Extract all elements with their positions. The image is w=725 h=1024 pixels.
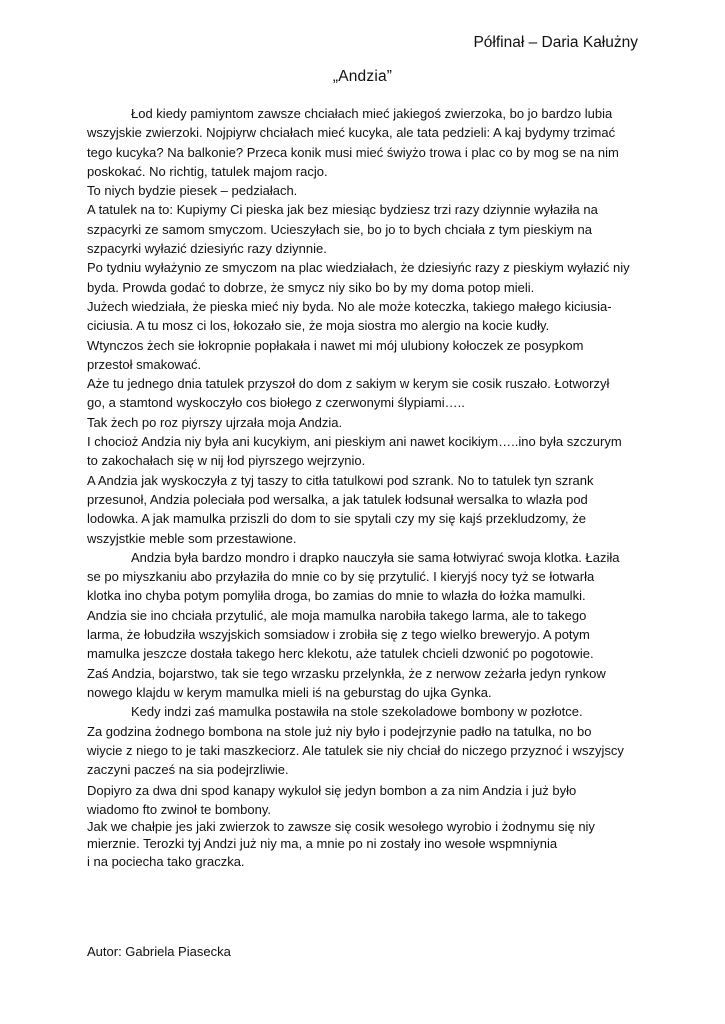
text-line: Jak we chałpie jes jaki zwierzok to zawsze się cosik wesołego wyrobio i żodnymu się niy bbox=[87, 818, 595, 834]
text-line: wszyjstkie meble som przestawione. bbox=[87, 530, 297, 546]
text-line: I chocioż Andzia niy była ani kucykiym, ani pieskiym ani nawet kocikiym…..ino była szczurym bbox=[87, 434, 622, 450]
text-line: Łod kiedy pamiyntom zawsze chciałach mieć jakiegoś zwierzoka, bo jo bardzo lubia bbox=[131, 106, 613, 121]
text-line: Andzia była bardzo mondro i drapko nauczyła sie sama łotwiyrać swoja klotka. Łaziła bbox=[131, 549, 620, 565]
text-line: nowego klajdu w kerym mamulka mieli iś na geburstag do ujka Gynka. bbox=[87, 684, 492, 700]
text-line: Andzia sie ino chciała przytulić, ale moja mamulka narobiła takego larma, ale to takego bbox=[87, 607, 587, 623]
text-line: Aże tu jednego dnia tatulek przyszoł do dom z sakiym w kerym sie cosik ruszało. Łotworzył bbox=[87, 376, 610, 392]
text-line: przesunoł, Andzia poleciała pod wersalka, a jak tatulek łodsunał wersalka to wlazła pod bbox=[87, 491, 588, 507]
text-line: wiadomo fto zwinoł te bombony. bbox=[87, 801, 272, 817]
text-line: zaczyni pacześ na sia podejrzliwie. bbox=[87, 762, 289, 778]
text-line: go, a stamtond wyskoczyło cos biołego z czerwonymi ślypiami….. bbox=[87, 395, 465, 411]
text-line: wszyjskie zwierzoki. Nojpiyrw chciałach mieć kucyka, ale tata pedzieli: A kaj bydymy trzimać bbox=[87, 125, 616, 141]
text-line: Po tydniu wyłażynio ze smyczom na plac wiedziałach, że dziesiyńc razy z pieskiym wyłazić niy bbox=[87, 260, 630, 276]
text-line: mamulka jeszcze dostała takego herc klekotu, aże tatulek chcieli dzwonić po pogotowie. bbox=[87, 646, 594, 662]
text-line: szpacyrki ze samom smyczom. Ucieszyłach sie, bo jo to bych chciała z tym pieskiym na bbox=[87, 221, 592, 237]
text-line: A Andzia jak wyskoczyła z tyj taszy to citła tatulkowi pod szrank. No to tatulek tyn szrank bbox=[87, 472, 594, 488]
text-line: wiycie z niego to je taki maszkeciorz. Ale tatulek sie niy chciał do niczego przyznoć i wszyjscy bbox=[87, 742, 624, 758]
text-line: ciciusia. A tu mosz ci los, łokozało sie, że moja siostra mo alergio na kocie kudły. bbox=[87, 318, 550, 334]
text-line: i na pociecha tako graczka. bbox=[87, 853, 245, 869]
text-line: se po miyszkaniu abo przyłaziła do mnie co by się przytulić. I kieryjś nocy tyż se łotwarła bbox=[87, 569, 595, 585]
text-line: Tak żech po roz piyrszy ujrzała moja Andzia. bbox=[87, 414, 343, 430]
text-line: larma, że łobudziła wszyjskich somsiadow i zrobiła się z tego wielko breweryjo. A potym bbox=[87, 627, 590, 643]
text-line: Kedy indzi zaś mamulka postawiła na stole szekoladowe bombony w pozłotce. bbox=[131, 704, 583, 720]
text-line: Za godzina żodnego bombona na stole już niy było i podejrzynie padło na tatulka, no bo bbox=[87, 723, 592, 739]
text-line: Dopiyro za dwa dni spod kanapy wykuloł się jedyn bombon a za nim Andzia i już było bbox=[87, 783, 577, 799]
text-line: byda. Prowda godać to dobrze, że smycz niy siko bo by my doma potop mieli. bbox=[87, 279, 535, 295]
text-line: klotka ino chyba potym pomyliła droga, bo zamias do mnie to wlazła do łożka mamulki. bbox=[87, 588, 586, 604]
text-line: Zaś Andzia, bojarstwo, tak sie tego wrzasku przelynkła, że z nerwow zeżarła jedyn rynkow bbox=[87, 665, 606, 681]
text-line: przestoł smakować. bbox=[87, 356, 202, 372]
text-line: to zakochałach się w nij łod piyrszego wejrzynio. bbox=[87, 453, 366, 469]
story-body bbox=[87, 104, 647, 870]
text-line: lodowka. A jak mamulka prziszli do dom to sie spytali czy my się kajś przekludzomy, że bbox=[87, 511, 586, 527]
text-line: mierznie. Terozki tyj Andzi już niy ma, a mnie po ni zostały ino wesołe wspmniynia bbox=[87, 836, 558, 852]
text-line: Jużech wiedziała, że pieska mieć niy byda. No ale może koteczka, takiego małego kiciusia- bbox=[87, 298, 612, 314]
text-line: szpacyrki wyłazić dziesiyńc razy dziynnie. bbox=[87, 241, 327, 257]
text-line: poskokać. No richtig, tatulek majom racjo. bbox=[87, 163, 328, 179]
text-line: tego kucyka? Na balkonie? Przeca konik musi mieć świyżo trowa i plac co by mog se na nim bbox=[87, 144, 619, 160]
text-line: To niych bydzie piesek – pedziałach. bbox=[87, 183, 298, 199]
document-title: „Andzia” bbox=[332, 68, 393, 85]
text-line: Wtynczos żech sie łokropnie popłakała i nawet mi mój ulubiony kołoczek ze posypkom bbox=[87, 337, 584, 353]
text-line: A tatulek na to: Kupiymy Ci pieska jak bez miesiąc bydziesz trzi razy dziynnie wyłaziła na bbox=[87, 202, 598, 218]
header-label: Półfinał – Daria Kałużny bbox=[473, 34, 638, 51]
author-line: Autor: Gabriela Piasecka bbox=[87, 944, 231, 959]
